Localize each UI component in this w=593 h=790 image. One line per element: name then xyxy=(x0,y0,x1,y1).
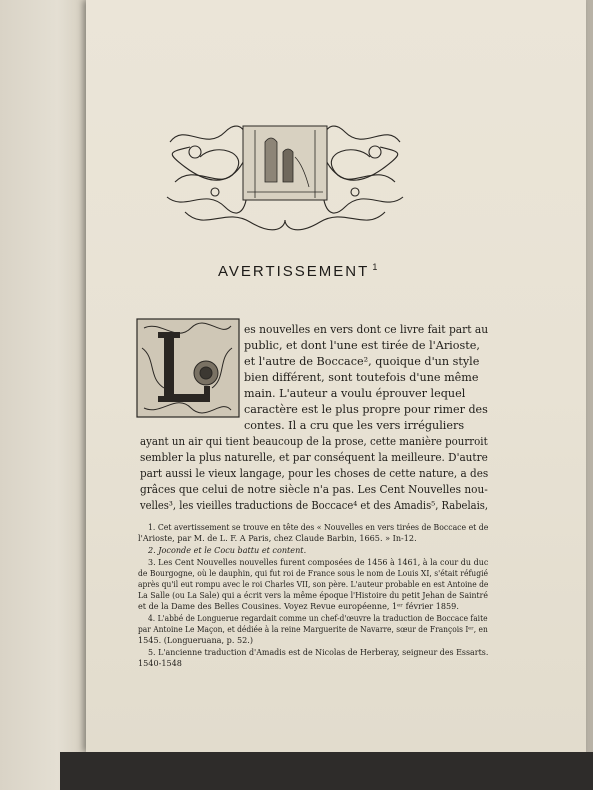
body-line: contes. Il a cru que les vers irréguliers xyxy=(244,419,465,432)
table-surface xyxy=(60,752,593,790)
decorated-initial-letter xyxy=(136,318,240,418)
footnote-line: 5. L'ancienne traduction d'Amadis est de Nicolas de Herberay, seigneur des Essarts. xyxy=(148,647,489,657)
footnote-line: La Salle (ou La Sale) qui a écrit vers la même époque l'Histoire du petit Jehan de Saintré xyxy=(138,590,488,600)
footnote-line: l'Arioste, par M. de L. F. A Paris, chez Claude Barbin, 1665. » In-12. xyxy=(138,533,417,543)
title-note-marker: 1 xyxy=(372,262,380,272)
footnote-line: 3. Les Cent Nouvelles nouvelles furent composées de 1456 à 1461, à la cour du duc xyxy=(148,557,489,567)
body-line: part aussi le vieux langage, pour les choses de cette nature, a des xyxy=(140,467,489,480)
footnote-line: par Antoine Le Maçon, et dédiée à la reine Marguerite de Navarre, sœur de François Iᵉʳ, en xyxy=(138,624,488,634)
body-line: main. L'auteur a voulu éprouver lequel xyxy=(244,387,466,400)
body-line: public, et dont l'une est tirée de l'Arioste, xyxy=(244,339,480,352)
chapter-title-text: AVERTISSEMENT xyxy=(218,263,370,280)
footnote-line: après qu'il eut rompu avec le roi Charles VII, son père. L'auteur probable en est Antoine de xyxy=(138,579,489,589)
body-line: grâces que celui de notre siècle n'a pas. Les Cent Nouvelles nou- xyxy=(140,483,488,496)
body-line: caractère est le plus propre pour rimer des xyxy=(244,403,488,416)
ornamental-vignette xyxy=(165,122,405,232)
footnote-line: 1545. (Longueruana, p. 52.) xyxy=(138,635,253,645)
footnote-line: 4. L'abbé de Longuerue regardait comme un chef-d'œuvre la traduction de Boccace faite xyxy=(148,613,488,623)
body-line: velles³, les vieilles traductions de Boccace⁴ et des Amadis⁵, Rabelais, xyxy=(140,499,489,512)
body-line: ayant un air qui tient beaucoup de la prose, cette manière pourroit xyxy=(140,435,488,448)
body-line: es nouvelles en vers dont ce livre fait part au xyxy=(244,323,489,336)
body-line: et l'autre de Boccace², quoique d'un style xyxy=(244,355,480,368)
footnote-line: 1. Cet avertissement se trouve en tête des « Nouvelles en vers tirées de Boccace et de xyxy=(148,522,489,532)
footnote-line: et de la Dame des Belles Cousines. Voyez Revue européenne, 1ᵉʳ février 1859. xyxy=(138,601,459,611)
body-line: sembler la plus naturelle, et par conséquent la meilleure. D'autre xyxy=(140,451,488,464)
footnote-line: 1540-1548 xyxy=(138,658,182,668)
footnote-line: 2. Joconde et le Cocu battu et content. xyxy=(148,545,307,555)
left-page-edge xyxy=(0,0,97,790)
footnote-line: de Bourgogne, où le dauphin, qui fut roi de France sous le nom de Louis XI, s'était réfugié xyxy=(138,568,489,578)
body-line: bien différent, sont toutefois d'une même xyxy=(244,371,479,384)
chapter-title xyxy=(218,262,418,280)
